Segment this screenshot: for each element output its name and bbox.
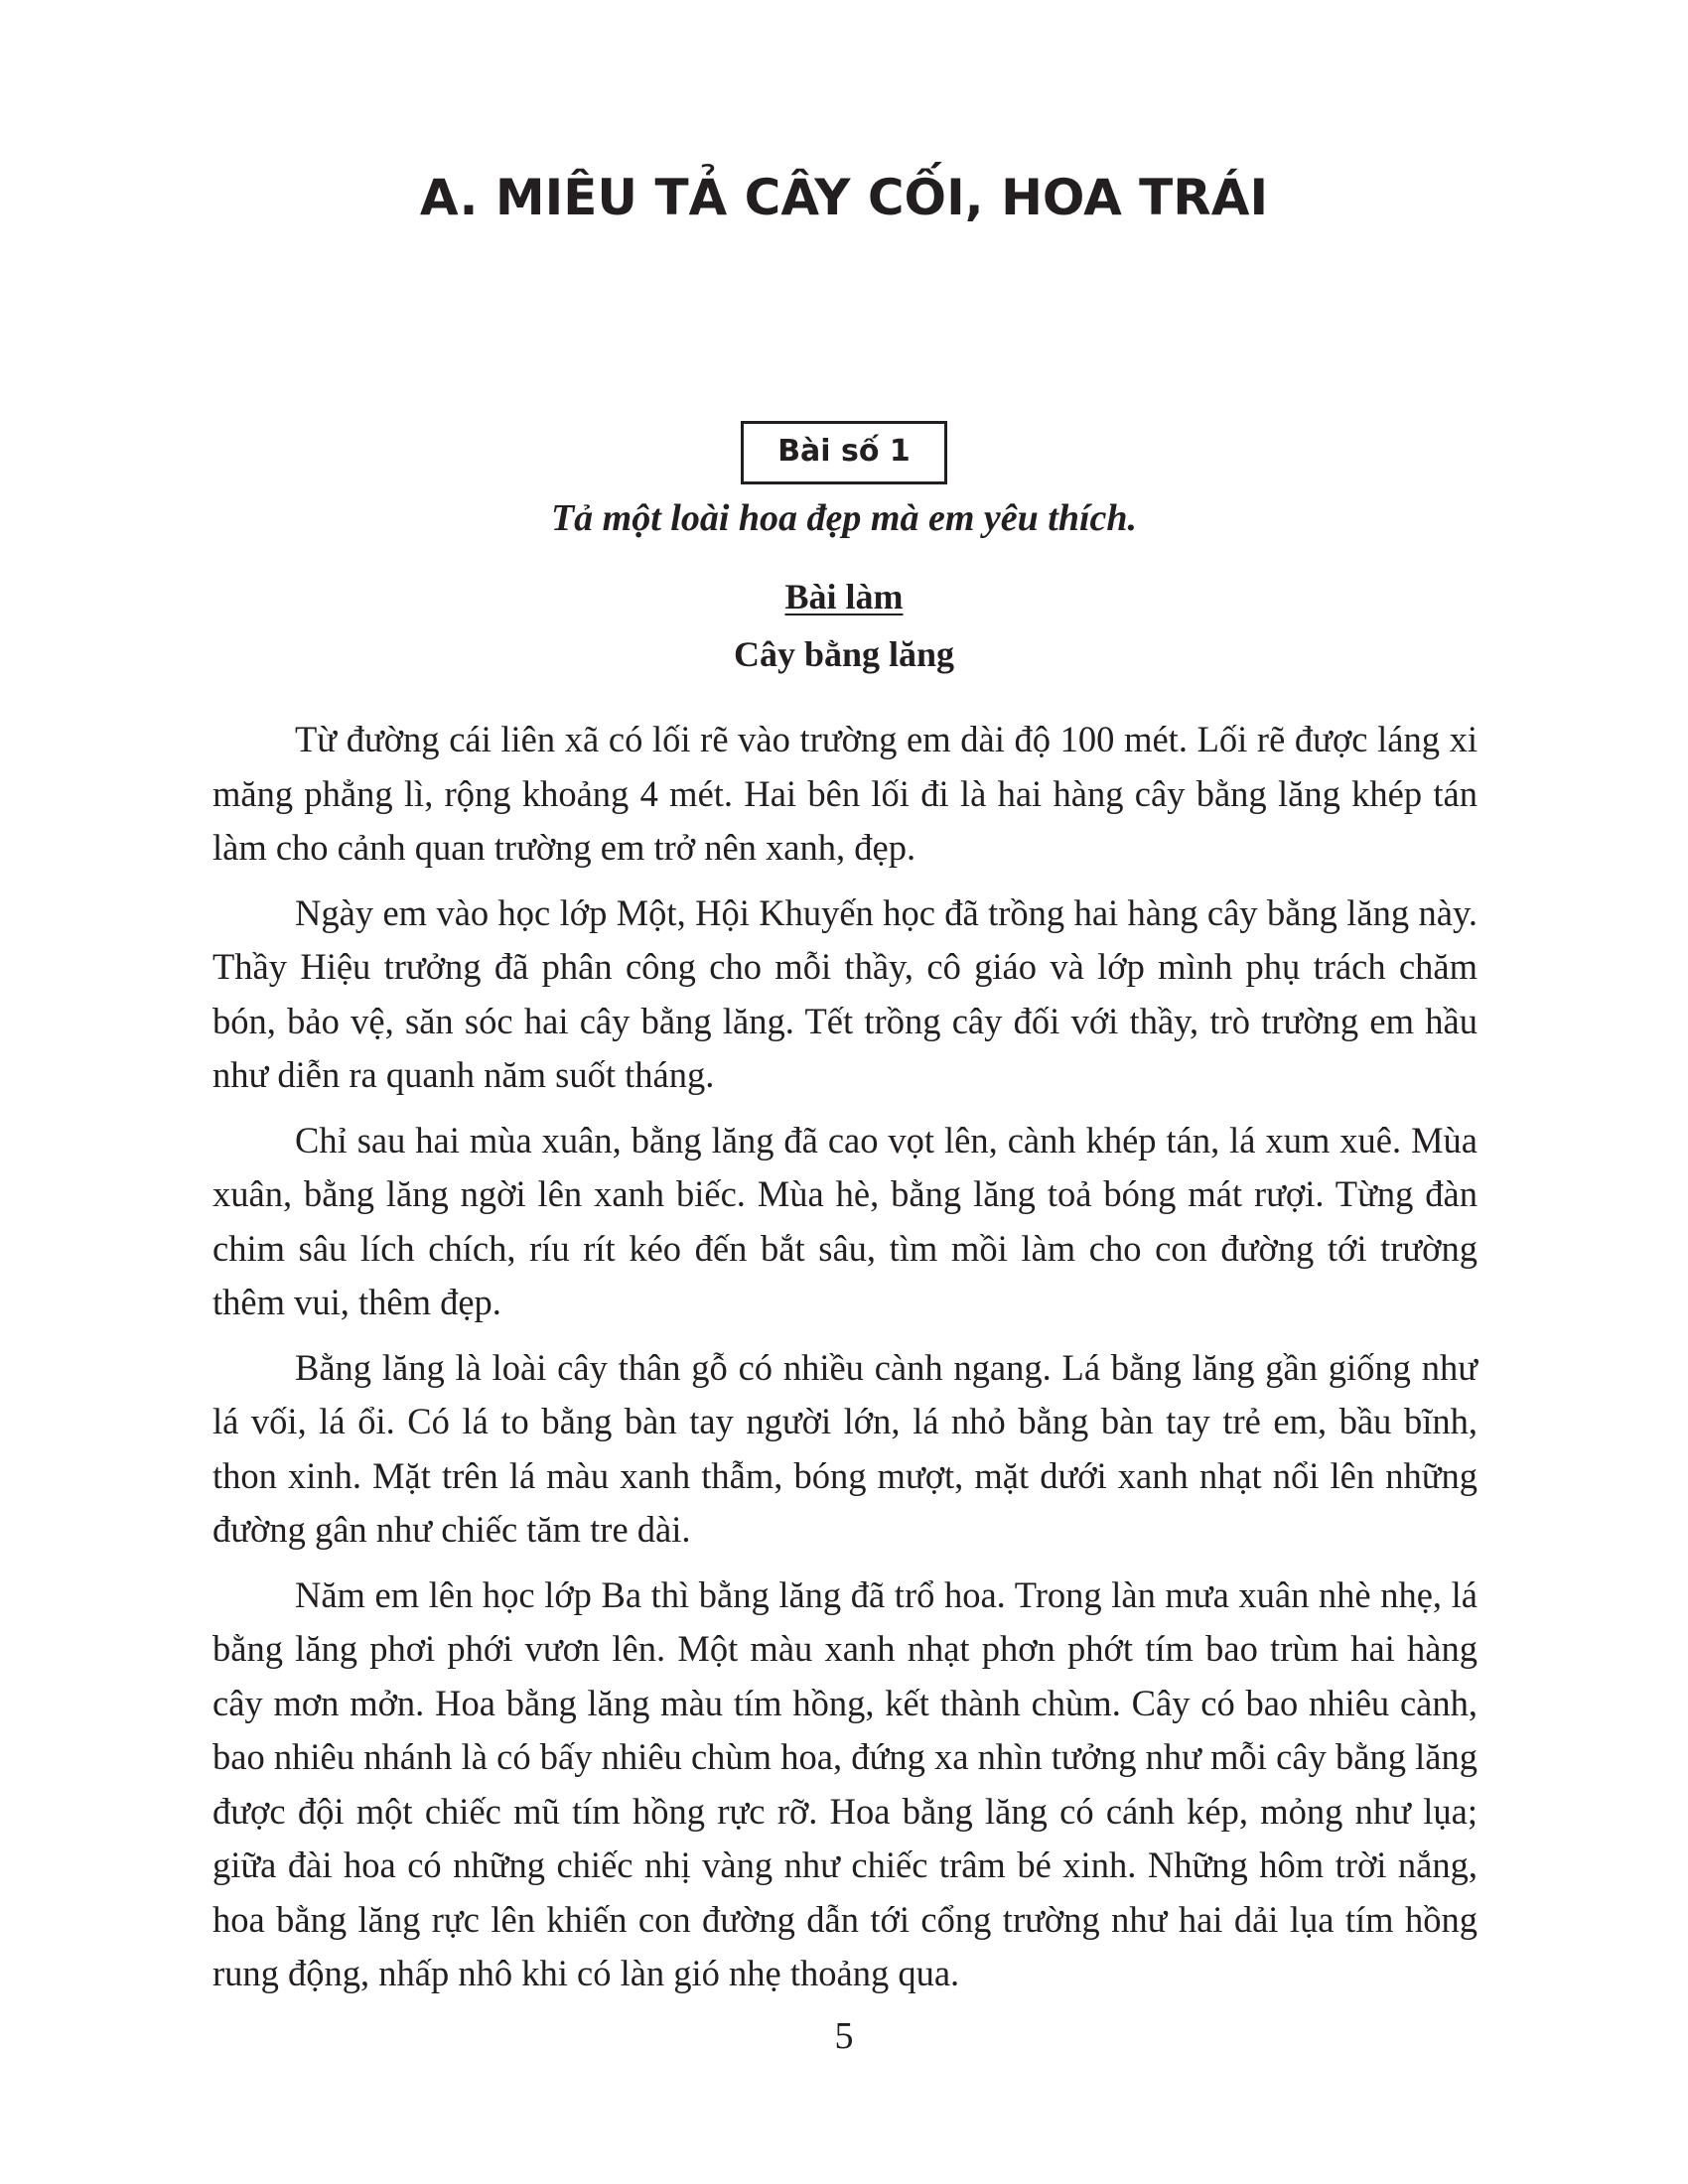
exercise-label-container [0,421,1688,484]
page-number: 5 [834,2015,854,2057]
essay-body [212,713,1477,2012]
chapter-title: A. MIÊU TẢ CÂY CỐI, HOA TRÁI [419,169,1269,226]
essay-title: Cây bằng lăng [733,634,955,674]
exercise-prompt: Tả một loài hoa đẹp mà em yêu thích. [550,497,1138,539]
essay-paragraph: Năm em lên học lớp Ba thì bằng lăng đã trổ hoa. Trong làn mưa xuân nhè nhẹ, lá bằng lăng phơi phới vươn lên. Một màu xanh nhạt phơn phớt tím bao trùm hai hàng cây mơn mởn. Hoa bằng lăng màu tím hồng, kết thành chùm. Cây có bao nhiêu cành, bao nhiêu nhánh là có bấy nhiêu chùm hoa, đứng xa nhìn tưởng như mỗi cây bằng lăng được đội một chiếc mũ tím hồng rực rỡ. Hoa bằng lăng có cánh kép, mỏng như lụa; giữa đài hoa có những chiếc nhị vàng như chiếc trâm bé xinh. Những hôm trời nắng, hoa bằng lăng rực lên khiến con đường dẫn tới cổng trường như hai dải lụa tím hồng rung động, nhấp nhô khi có làn gió nhẹ thoảng qua. [212,1573,1477,1993]
essay-paragraph: Ngày em vào học lớp Một, Hội Khuyến học đã trồng hai hàng cây bằng lăng này. Thầy Hiệu trưởng đã phân công cho mỗi thầy, cô giáo và lớp mình phụ trách chăm bón, bảo vệ, săn sóc hai cây bằng lăng. Tết trồng cây đối với thầy, trò trường em hầu như diễn ra quanh năm suốt tháng. [212,891,1477,1095]
answer-heading: Bài làm [784,577,904,616]
essay-paragraph: Bằng lăng là loài cây thân gỗ có nhiều cành ngang. Lá bằng lăng gần giống như lá vối, lá ổi. Có lá to bằng bàn tay người lớn, lá nhỏ bằng bàn tay trẻ em, bầu bĩnh, thon xinh. Mặt trên lá màu xanh thẫm, bóng mượt, mặt dưới xanh nhạt nổi lên những đường gân như chiếc tăm tre dài. [212,1346,1477,1550]
essay-paragraph: Chỉ sau hai mùa xuân, bằng lăng đã cao vọt lên, cành khép tán, lá xum xuê. Mùa xuân, bằng lăng ngời lên xanh biếc. Mùa hè, bằng lăng toả bóng mát rượi. Từng đàn chim sâu lích chích, ríu rít kéo đến bắt sâu, tìm mồi làm cho con đường tới trường thêm vui, thêm đẹp. [212,1119,1477,1322]
answer-heading-line [0,574,1688,619]
essay-paragraph: Từ đường cái liên xã có lối rẽ vào trường em dài độ 100 mét. Lối rẽ được láng xi măng phẳng lì, rộng khoảng 4 mét. Hai bên lối đi là hai hàng cây bằng lăng khép tán làm cho cảnh quan trường em trở nên xanh, đẹp. [212,719,1477,868]
exercise-label-box: Bài số 1 [741,421,947,484]
